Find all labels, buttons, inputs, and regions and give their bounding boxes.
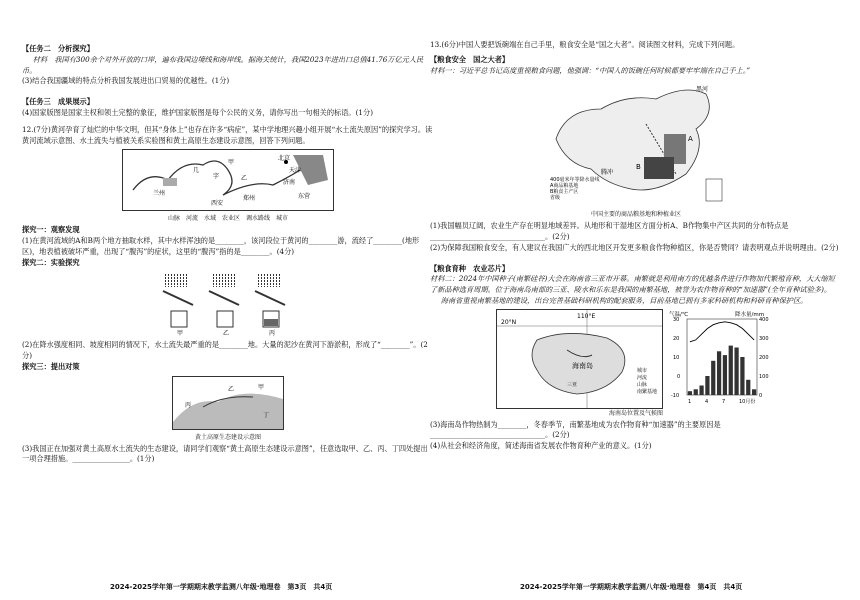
svg-text:0: 0 xyxy=(758,392,762,399)
experiment-svg xyxy=(153,271,303,337)
task3-heading: 【任务三 成果展示】 xyxy=(22,97,94,107)
precip-ticks xyxy=(759,317,769,399)
exp-label-3: 丙 xyxy=(269,330,276,338)
temp-line xyxy=(689,322,753,342)
q12-intro: 12.(7分)黄河孕育了灿烂的中华文明，但其“身体上”也存在许多“病症”，某中学地理兴趣小组开展“水土流失原因”的探究学习。读黄河流域示意图、水土流失与植被关系实验图和黄土高原生态建设示意图，回答下列问题。 xyxy=(22,124,433,145)
label-zhengzhou: 郑州 xyxy=(243,195,256,203)
beaker-2 xyxy=(217,311,233,327)
precip-bar xyxy=(740,357,744,395)
hainan-map-svg xyxy=(497,310,662,408)
label-b: 乙 xyxy=(241,175,248,183)
label-sanya: 三亚 xyxy=(566,381,577,388)
precip-bar xyxy=(751,389,755,395)
slope-2 xyxy=(209,291,239,305)
explore2-question2: (2)在降水强度相同、坡度相同的情况下，水土流失最严重的是________地。大量的泥沙在黄河下游淤积，形成了“________”。(2分) xyxy=(22,340,428,361)
q13-question3: (3)海南岛作物热制为________，冬春季节，南繁基地成为农作物育种“加速器”的主要原因是________________________________。(2分) xyxy=(430,419,721,440)
task2-heading: 【任务二 分析探究】 xyxy=(22,44,94,53)
rain-groups xyxy=(165,273,281,287)
material1: 材料一：习近平总书记高度重视粮食问题，他强调：“中国人的饭碗任何时候都要牢牢端在自己手上。” xyxy=(430,65,751,75)
eco-construction-figure xyxy=(172,376,284,430)
svg-text:4: 4 xyxy=(704,398,708,405)
exp-label-2: 乙 xyxy=(223,330,230,338)
footer-right: 2024-2025学年第一学期期末教学监测八年级·地理卷 第4页 共4页 xyxy=(520,583,743,591)
svg-text:南繁基地: 南繁基地 xyxy=(636,388,657,395)
q13-question4: (4)从社会和经济角度，简述海南省发展农作物育种产业的意义。(1分) xyxy=(430,441,652,451)
explore2-heading: 探究二：实验探究 xyxy=(22,257,80,267)
precip-bars xyxy=(687,345,755,394)
area-b xyxy=(644,157,674,179)
eco-label-bing: 丙 xyxy=(185,401,192,409)
hainan-caption: 海南岛位置及气候图 xyxy=(608,409,663,417)
eco-label-yi: 乙 xyxy=(228,385,235,393)
hainan-figures xyxy=(430,309,842,409)
exp-label-1: 甲 xyxy=(177,330,184,338)
precip-bar xyxy=(711,361,715,395)
svg-text:河流: 河流 xyxy=(636,374,647,381)
x-ticks xyxy=(688,398,755,405)
precip-axis-label: 降水量/mm xyxy=(734,311,764,318)
precip-bar xyxy=(728,345,732,394)
task3-question4: (4)国家版图是国家主权和领土完整的象征，维护国家版图是每个公民的义务，请你写出一句相关的标语。(1分) xyxy=(22,107,373,117)
eco-svg xyxy=(173,377,283,429)
south-sea-inset xyxy=(706,179,722,201)
precip-bar xyxy=(722,355,726,395)
right-page xyxy=(430,40,842,452)
label-tengchong: 腾冲 xyxy=(601,169,614,177)
temp-axis-label: 气温/℃ xyxy=(668,311,688,318)
svg-text:200: 200 xyxy=(758,354,769,361)
svg-text:10: 10 xyxy=(672,354,679,361)
precip-bar xyxy=(716,351,720,395)
agri-area xyxy=(163,178,177,186)
slope-3 xyxy=(255,291,285,305)
china-legend xyxy=(550,176,600,201)
svg-text:10月份: 10月份 xyxy=(738,398,755,405)
muddy-water xyxy=(264,319,278,326)
label-dongying: 东营 xyxy=(298,193,311,201)
svg-text:400毫米年等降水量线: 400毫米年等降水量线 xyxy=(550,177,600,184)
svg-text:300: 300 xyxy=(758,335,769,342)
grain-heading: 【粮食安全 国之大者】 xyxy=(430,54,510,64)
climate-chart-svg xyxy=(667,309,777,407)
svg-text:0: 0 xyxy=(676,373,680,380)
eco-label-ding: 丁 xyxy=(263,411,270,419)
china-grain-map xyxy=(546,79,726,207)
precip-bar xyxy=(699,385,703,395)
svg-text:100: 100 xyxy=(758,373,769,380)
explore3-question3: (3)我国正在加强对黄土高原水土流失的生态建设，请同学们观察“黄土高原生态建设示意图”，任意选取甲、乙、丙、丁四处提出一项合理措施。________________。(1分) xyxy=(22,443,428,464)
label-hainan: 海南岛 xyxy=(571,361,593,370)
explore3-heading: 探究三：提出对策 xyxy=(22,361,80,371)
svg-text:山脉: 山脉 xyxy=(636,381,647,388)
task2-question3: (3)结合我国疆域的特点分析我国发展进出口贸易的优越性。(1分) xyxy=(22,76,230,86)
label-a: 甲 xyxy=(228,159,235,167)
hainan-legend xyxy=(637,367,657,395)
precip-bar xyxy=(705,376,709,395)
q13-intro: 13.(6分)中国人要把饭碗端在自己手里，粮食安全是“国之大者”。阅读图文材料，完成下列问题。 xyxy=(430,40,740,49)
eco-label-jia: 甲 xyxy=(258,383,265,391)
beaker-1 xyxy=(171,311,187,327)
label-20n: 20°N xyxy=(500,318,516,326)
svg-text:B粮食主产区: B粮食主产区 xyxy=(550,189,579,196)
label-xian: 西安 xyxy=(211,200,224,208)
svg-text:30: 30 xyxy=(672,316,679,323)
temp-ticks xyxy=(671,317,680,399)
china-map-svg xyxy=(546,79,726,207)
eco-caption: 黄土高原生态建设示意图 xyxy=(194,433,261,441)
svg-text:A商品粮基地: A商品粮基地 xyxy=(550,183,579,190)
erosion-experiment-figure xyxy=(153,271,303,337)
material2: 材料二：2024年中国种子(南繁硅谷)大会在海南省三亚市开幕。南繁就是利用南方的优越条件进行作物加代繁殖育种，大大缩短了新品种选育周期。位于海南岛南部的三亚、陵水和乐东是我国的南繁基地，被誉为农作物育种的“加速器”(全年育种试验多)。 xyxy=(430,274,835,295)
map-legend: 山脉 河流 水域 农业区 调水路线 城市 xyxy=(167,215,288,223)
svg-text:省级: 省级 xyxy=(550,195,561,202)
yellow-river-map xyxy=(122,149,334,211)
climate-chart xyxy=(667,309,777,407)
svg-text:20: 20 xyxy=(672,335,679,342)
china-outline xyxy=(556,90,709,190)
explore1-question1: (1)在黄河流域的A和B两个地方抽取水样，其中水样浑浊的是________，该河段位于黄河的________游，流经了________(地形区)，地表植被破坏严重，出现了“腹泻”的症状，这里的“腹泻”指的是________。(4分) xyxy=(22,235,420,256)
svg-text:400: 400 xyxy=(758,316,769,323)
label-lanzhou: 兰州 xyxy=(153,190,166,198)
seed-heading: 【粮食育种 农业芯片】 xyxy=(430,263,510,273)
explore1-heading: 探究一：观察发现 xyxy=(22,225,80,235)
label-heihe: 黑河 xyxy=(696,86,709,94)
precip-bar xyxy=(687,391,691,395)
svg-text:1: 1 xyxy=(687,398,691,405)
task2-material: 材料 我国有300余个对外开放的口岸，遍布我国边境线和海岸线。据海关统计，我国2023年进出口总值41.76万亿元人民币。 xyxy=(22,54,424,75)
label-region-a: A xyxy=(688,135,693,144)
label-beijing: 北京 xyxy=(278,155,291,163)
hainan-map xyxy=(496,309,663,409)
svg-text:-10: -10 xyxy=(670,392,679,399)
label-ji: 几 xyxy=(193,167,200,175)
footer-left: 2024-2025学年第一学期期末教学监测八年级·地理卷 第3页 共4页 xyxy=(110,583,333,591)
yellow-river-map-svg xyxy=(123,150,333,210)
svg-text:7: 7 xyxy=(721,398,725,405)
svg-text:城市: 城市 xyxy=(636,367,647,374)
label-110e: 110°E xyxy=(576,312,595,320)
label-region-b: B xyxy=(636,163,641,172)
q13-question1: (1)我国幅员辽阔，农业生产存在明显地域差异。从地形和干湿地区方面分析A、B作物集中产区共同的分布特点是________________________________。(2分) xyxy=(430,221,789,241)
precip-bar xyxy=(693,389,697,395)
precip-bar xyxy=(746,380,750,395)
left-page xyxy=(22,40,434,465)
label-zi: 字 xyxy=(213,173,220,181)
label-tianjin: 天津 xyxy=(289,167,302,175)
precip-bar xyxy=(734,347,738,395)
slope-1 xyxy=(163,291,193,305)
q13-question2: (2)为保障我国粮食安全，有人建议在我国广大的西北地区开发更多粮食作物种植区，你是否赞同？请表明观点并说明理由。(2分) xyxy=(430,242,839,252)
china-map-caption: 中国主要的商品粮基地和种植业区 xyxy=(590,211,681,219)
label-jinan: 济南 xyxy=(283,179,296,187)
material2b: 海南省重视南繁基地的建设，出台完善基础科研机构的配套服务，目前基地已拥有多家科研机构和科研育种保护区。 xyxy=(440,295,808,305)
